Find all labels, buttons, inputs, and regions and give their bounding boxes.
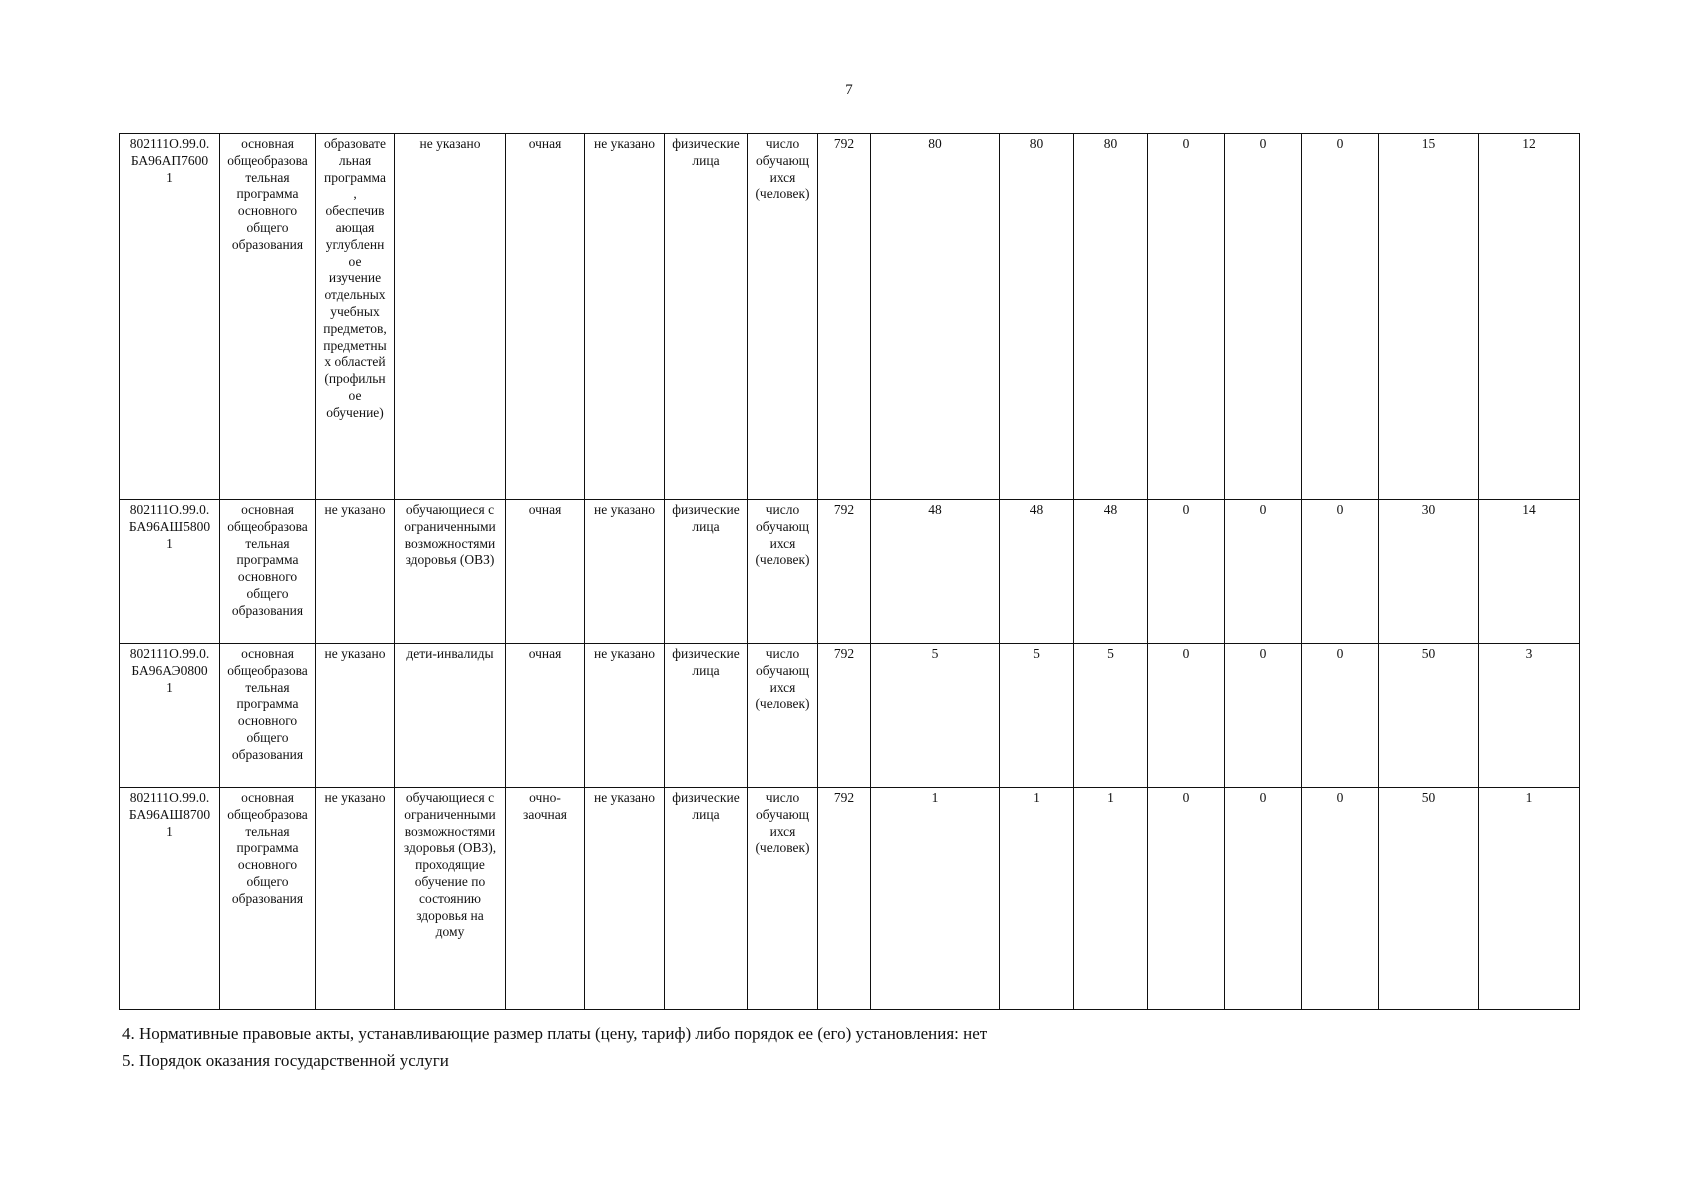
table-row <box>120 644 1580 788</box>
value-year1-cell: 48 <box>871 500 1000 644</box>
indicator-name-cell: число обучающ ихся (человек) <box>748 788 818 1010</box>
paid-year2-cell: 0 <box>1225 788 1302 1010</box>
registry-code-cell: 802111О.99.0. БА96АЭ0800 1 <box>120 644 220 788</box>
deviation-percent-cell: 15 <box>1379 134 1479 500</box>
deviation-percent-cell: 30 <box>1379 500 1479 644</box>
okei-code-cell: 792 <box>818 500 871 644</box>
additional-attribute-cell: не указано <box>585 500 665 644</box>
additional-attribute-cell: не указано <box>585 788 665 1010</box>
deviation-percent-cell: 50 <box>1379 788 1479 1010</box>
program-direction-cell: не указано <box>316 788 395 1010</box>
deviation-absolute-cell: 3 <box>1479 644 1580 788</box>
table-row <box>120 788 1580 1010</box>
paid-year1-cell: 0 <box>1148 500 1225 644</box>
value-year1-cell: 5 <box>871 644 1000 788</box>
education-form-cell: очно- заочная <box>506 788 585 1010</box>
student-category-cell: не указано <box>395 134 506 500</box>
program-direction-cell: не указано <box>316 500 395 644</box>
paid-year3-cell: 0 <box>1302 644 1379 788</box>
table-row <box>120 134 1580 500</box>
consumer-category-cell: физические лица <box>665 134 748 500</box>
deviation-absolute-cell: 12 <box>1479 134 1580 500</box>
table-row <box>120 500 1580 644</box>
student-category-cell: обучающиеся с ограниченными возможностями здоровья (ОВЗ), проходящие обучение по состоянию здоровья на дому <box>395 788 506 1010</box>
indicator-name-cell: число обучающ ихся (человек) <box>748 500 818 644</box>
value-year3-cell: 5 <box>1074 644 1148 788</box>
note-payment-acts: 4. Нормативные правовые акты, устанавливающие размер платы (цену, тариф) либо порядок ее (его) установления: нет <box>122 1024 988 1043</box>
paid-year3-cell: 0 <box>1302 134 1379 500</box>
program-direction-cell: образовате льная программа , обеспечив ающая углубленн ое изучение отдельных учебных предметов, предметны х областей (профильн ое обучение) <box>316 134 395 500</box>
value-year2-cell: 5 <box>1000 644 1074 788</box>
registry-code-cell: 802111О.99.0. БА96АШ5800 1 <box>120 500 220 644</box>
deviation-absolute-cell: 1 <box>1479 788 1580 1010</box>
consumer-category-cell: физические лица <box>665 500 748 644</box>
program-direction-cell: не указано <box>316 644 395 788</box>
program-name-cell: основная общеобразова тельная программа основного общего образования <box>220 500 316 644</box>
indicator-name-cell: число обучающ ихся (человек) <box>748 644 818 788</box>
education-form-cell: очная <box>506 134 585 500</box>
paid-year1-cell: 0 <box>1148 788 1225 1010</box>
value-year1-cell: 1 <box>871 788 1000 1010</box>
value-year3-cell: 80 <box>1074 134 1148 500</box>
value-year3-cell: 1 <box>1074 788 1148 1010</box>
paid-year1-cell: 0 <box>1148 644 1225 788</box>
consumer-category-cell: физические лица <box>665 644 748 788</box>
education-form-cell: очная <box>506 644 585 788</box>
value-year2-cell: 80 <box>1000 134 1074 500</box>
page-number: 7 <box>845 82 853 98</box>
program-name-cell: основная общеобразова тельная программа основного общего образования <box>220 644 316 788</box>
indicator-name-cell: число обучающ ихся (человек) <box>748 134 818 500</box>
okei-code-cell: 792 <box>818 644 871 788</box>
additional-attribute-cell: не указано <box>585 134 665 500</box>
paid-year3-cell: 0 <box>1302 500 1379 644</box>
value-year2-cell: 48 <box>1000 500 1074 644</box>
paid-year2-cell: 0 <box>1225 644 1302 788</box>
education-form-cell: очная <box>506 500 585 644</box>
okei-code-cell: 792 <box>818 134 871 500</box>
deviation-absolute-cell: 14 <box>1479 500 1580 644</box>
value-year2-cell: 1 <box>1000 788 1074 1010</box>
registry-code-cell: 802111О.99.0. БА96АШ8700 1 <box>120 788 220 1010</box>
student-category-cell: дети-инвалиды <box>395 644 506 788</box>
paid-year1-cell: 0 <box>1148 134 1225 500</box>
service-volume-table <box>119 133 1580 1010</box>
consumer-category-cell: физические лица <box>665 788 748 1010</box>
value-year3-cell: 48 <box>1074 500 1148 644</box>
deviation-percent-cell: 50 <box>1379 644 1479 788</box>
program-name-cell: основная общеобразова тельная программа основного общего образования <box>220 134 316 500</box>
paid-year3-cell: 0 <box>1302 788 1379 1010</box>
okei-code-cell: 792 <box>818 788 871 1010</box>
registry-code-cell: 802111О.99.0. БА96АП7600 1 <box>120 134 220 500</box>
program-name-cell: основная общеобразова тельная программа основного общего образования <box>220 788 316 1010</box>
student-category-cell: обучающиеся с ограниченными возможностями здоровья (ОВЗ) <box>395 500 506 644</box>
note-service-procedure: 5. Порядок оказания государственной услуги <box>122 1051 449 1070</box>
value-year1-cell: 80 <box>871 134 1000 500</box>
paid-year2-cell: 0 <box>1225 500 1302 644</box>
paid-year2-cell: 0 <box>1225 134 1302 500</box>
additional-attribute-cell: не указано <box>585 644 665 788</box>
